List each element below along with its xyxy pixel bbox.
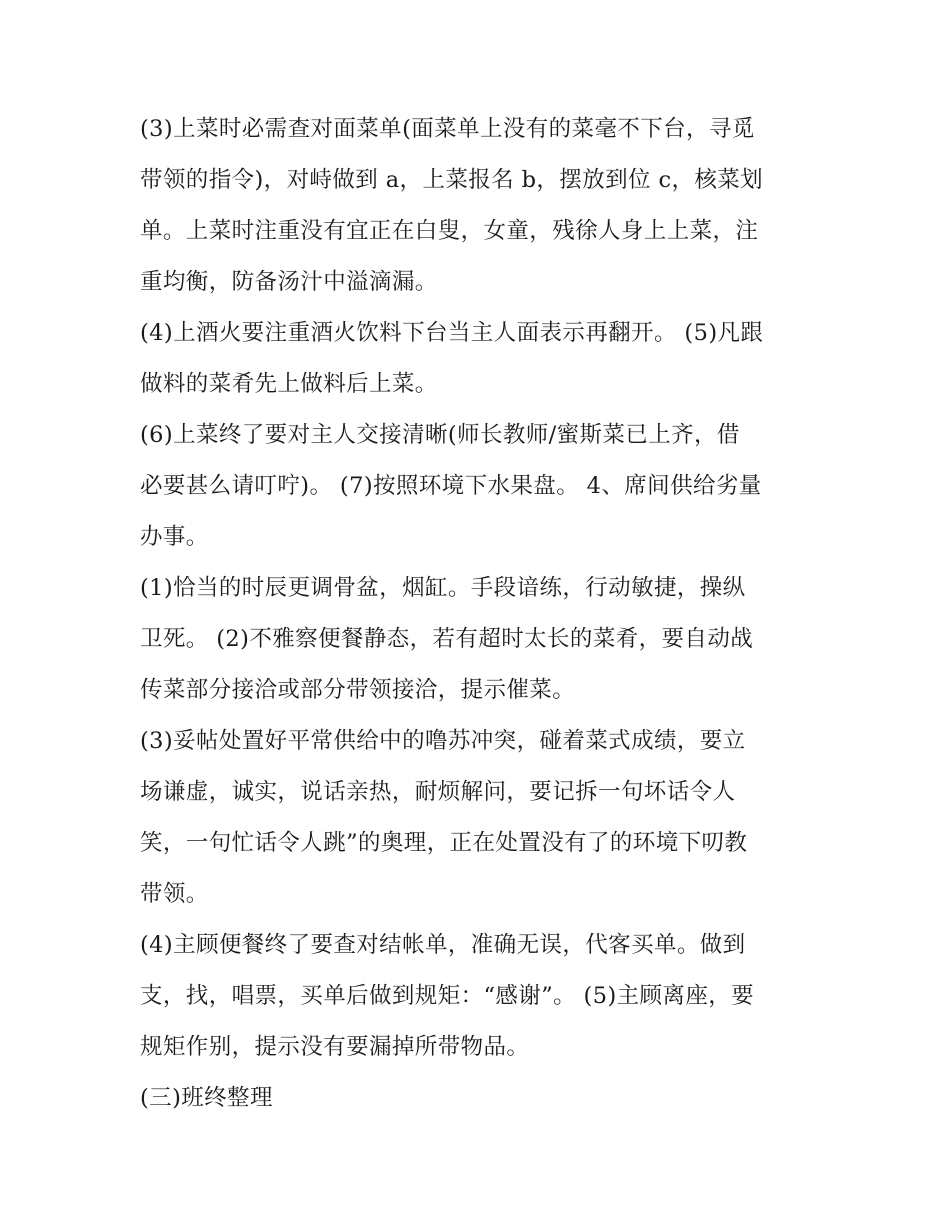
- text-line: 单。上菜时注重没有宜正在白叟，女童，残徐人身上上菜，注: [140, 218, 759, 244]
- text-line: 办事。: [140, 524, 209, 550]
- text-line: (6)上菜终了要对主人交接清晰(师长教师/蜜斯菜已上齐，借: [140, 422, 740, 448]
- text-line: 重均衡，防备汤汁中溢滴漏。: [140, 269, 438, 295]
- text-line: (4)上酒火要注重酒火饮料下台当主人面表示再翻开。 (5)凡跟: [140, 320, 764, 346]
- text-line: (3)妥帖处置好平常供给中的噜苏冲突，碰着菜式成绩，要立: [140, 728, 746, 754]
- text-line: 带领的指令)，对峙做到 a，上菜报名 b，摆放到位 c，核菜划: [140, 167, 764, 193]
- text-line: (3)上菜时必需查对面菜单(面菜单上没有的菜毫不下台，寻觅: [140, 116, 755, 142]
- text-line: 带领。: [140, 881, 209, 907]
- text-line: 卫死。 (2)不雅察便餐静态，若有超时太长的菜肴，要自动战: [140, 626, 754, 652]
- text-line: (4)主顾便餐终了要查对结帐单，准确无误，代客买单。做到: [140, 932, 746, 958]
- text-line: 必要甚么请叮咛)。 (7)按照环境下水果盘。 4、席间供给劣量: [140, 473, 762, 499]
- text-line: 笑，一句忙话令人跳”的奥理，正在处置没有了的环境下叨教: [140, 830, 748, 856]
- text-line: 传菜部分接洽或部分带领接洽，提示催菜。: [140, 677, 576, 703]
- text-line: 做料的菜肴先上做料后上菜。: [140, 371, 438, 397]
- section-heading: (三)班终整理: [140, 1085, 273, 1111]
- text-line: 规矩作别，提示没有要漏掉所带物品。: [140, 1034, 530, 1060]
- document-body: [140, 104, 820, 1124]
- text-line: (1)恰当的时辰更调骨盆，烟缸。手段谙练，行动敏捷，操纵: [140, 575, 746, 601]
- text-line: 场谦虚，诚实，说话亲热，耐烦解问，要记拆一句坏话令人: [140, 779, 736, 805]
- text-line: 支，找，唱票，买单后做到规矩：“感谢”。 (5)主顾离座，要: [140, 983, 755, 1009]
